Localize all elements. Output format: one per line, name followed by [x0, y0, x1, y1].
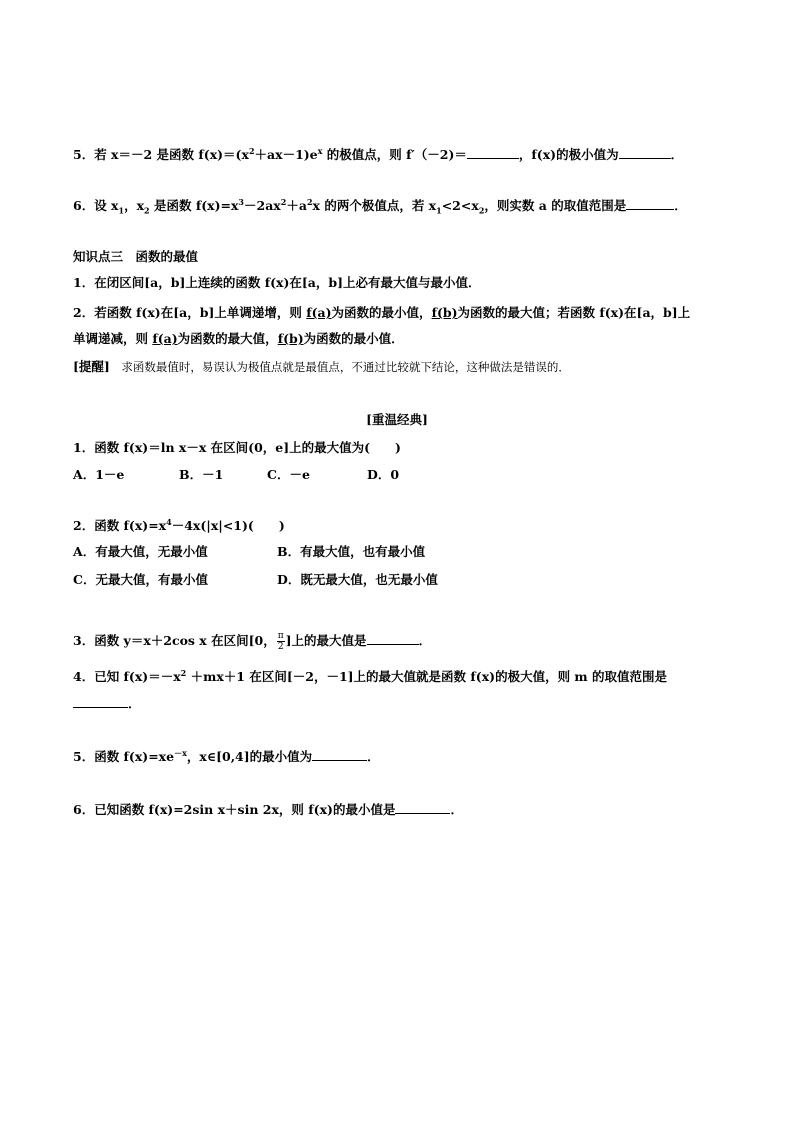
option-b[interactable]: B．有最大值，也有最小值	[277, 544, 426, 559]
practice-4: 4．已知 $f(x)=-x^2 +mx+1$ 在区间[－2，－1]上的最大值就是函数 f(x)的极大值，则 m 的取值范围是	[73, 667, 667, 684]
practice-1-question: 1．函数 f(x)＝ln x－x 在区间(0，e]上的最大值为( )	[73, 440, 401, 455]
answer-blank[interactable]	[619, 146, 671, 159]
practice-2-question: 2．函数 $f(x)=x^4-4x(|x|<1)$( )	[73, 516, 285, 533]
practice-1-options	[73, 466, 399, 484]
tip-label: [提醒]	[73, 359, 110, 374]
option-d[interactable]: D．既无最大值，也无最小值	[277, 572, 438, 587]
practice-2-options-row2	[73, 571, 438, 589]
knowledge-point-2: 2．若函数 f(x)在[a，b]上单调递增，则 f(a)为函数的最小值，f(b)为函数的最大值；若函数 f(x)在[a，b]上	[73, 305, 691, 320]
answer-blank[interactable]	[312, 748, 367, 761]
section-heading: 知识点三 函数的最值	[73, 249, 199, 264]
knowledge-point-1: 1．在闭区间[a，b]上连续的函数 f(x)在[a，b]上必有最大值与最小值．	[73, 275, 481, 290]
answer-blank[interactable]	[467, 146, 519, 159]
answer-blank[interactable]	[626, 197, 674, 210]
option-c[interactable]: C．－e	[267, 467, 310, 482]
answer-blank[interactable]	[395, 801, 450, 814]
option-b[interactable]: B．－1	[179, 467, 224, 482]
option-d[interactable]: D．0	[367, 467, 400, 482]
tip: [提醒] 求函数最值时，易误认为极值点就是最值点，不通过比较就下结论，这种做法是错误的．	[73, 359, 570, 374]
answer-blank[interactable]	[73, 695, 128, 708]
fraction: $\frac{\pi}{2}$	[277, 631, 284, 652]
answer-blank[interactable]	[367, 632, 419, 645]
option-a[interactable]: A．1－e	[73, 467, 125, 482]
practice-5: 5．函数 $f(x)=xe^{-x}$，x∈[0,4]的最小值为 ．	[73, 747, 380, 764]
section-title: [重温经典]	[366, 412, 428, 427]
option-c[interactable]: C．无最大值，有最小值	[73, 572, 208, 587]
practice-2-options-row1	[73, 543, 425, 561]
practice-6: 6．已知函数 f(x)=2sin x＋sin 2x，则 f(x)的最小值是 ．	[73, 802, 463, 817]
practice-3: 3．函数 y＝x＋2cos x 在区间[0， $\frac{\pi}{2}$ ]上的最大值是 ．	[73, 631, 432, 652]
option-a[interactable]: A．有最大值，无最小值	[73, 544, 208, 559]
problem-6: 6．设 $x_1$，$x_2$ 是函数 $f(x)=x^3-2ax^2+a^2x$ 的两个极值点，若 $x_1<2<x_2$，则实数 a 的取值范围是 ．	[73, 196, 687, 216]
knowledge-point-2-cont: 单调递减，则 f(a)为函数的最大值，f(b)为函数的最小值．	[73, 331, 404, 346]
practice-4-cont: ．	[73, 695, 141, 713]
problem-5: 5．若 x＝－2 是函数 $f(x)=(x^2+ax-1)e^x$ 的极值点，则 f′（－2)＝ ，f(x)的极小值为 ．	[73, 145, 684, 162]
